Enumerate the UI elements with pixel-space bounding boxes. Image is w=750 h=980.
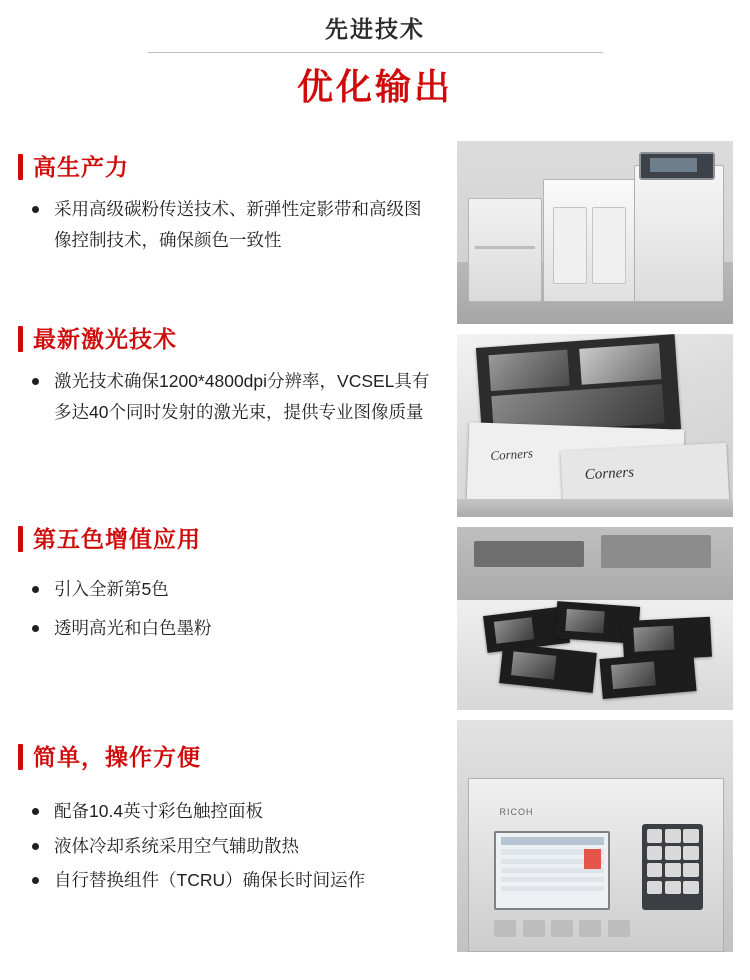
brand-label: RICOH xyxy=(499,806,534,817)
section-heading xyxy=(18,744,438,770)
accent-bar-icon xyxy=(18,526,23,552)
accent-bar-icon xyxy=(18,326,23,352)
control-panel-photo xyxy=(457,720,733,952)
section-easy-operation xyxy=(18,744,438,898)
accent-bar-icon xyxy=(18,744,23,770)
list-item: 配备10.4英寸彩色触控面板 xyxy=(28,796,438,827)
bullet-list xyxy=(18,796,438,896)
header-rule-line xyxy=(148,52,603,53)
printed-photo-sheets-photo xyxy=(457,334,733,517)
page-header xyxy=(0,0,750,106)
list-item: 激光技术确保1200*4800dpi分辨率，VCSEL具有多达40个同时发射的激光束，提供专业图像质量 xyxy=(28,366,438,427)
list-item: 自行替换组件（TCRU）确保长时间运作 xyxy=(28,865,438,896)
page-title: 优化输出 xyxy=(296,65,453,107)
list-item: 透明高光和白色墨粉 xyxy=(28,613,438,644)
output-tray-black-prints-photo xyxy=(457,527,733,710)
section-title: 最新激光技术 xyxy=(33,325,177,352)
section-title: 简单，操作方便 xyxy=(33,743,201,770)
section-laser-technology xyxy=(18,326,438,429)
header-subtitle: 先进技术 xyxy=(325,16,425,42)
section-heading xyxy=(18,526,438,552)
section-heading xyxy=(18,326,438,352)
accent-bar-icon xyxy=(18,154,23,180)
photo-caption-text: Corners xyxy=(584,465,635,484)
list-item: 液体冷却系统采用空气辅助散热 xyxy=(28,831,438,862)
bullet-list xyxy=(18,366,438,427)
list-item: 引入全新第5色 xyxy=(28,574,438,605)
list-item: 采用高级碳粉传送技术、新弹性定影带和高级图像控制技术，确保颜色一致性 xyxy=(28,194,438,255)
bullet-list xyxy=(18,194,438,255)
section-high-productivity xyxy=(18,154,438,257)
section-title: 高生产力 xyxy=(33,153,129,180)
bullet-list xyxy=(18,574,438,643)
photo-caption-text: Corners xyxy=(489,444,533,463)
header-divider xyxy=(0,52,750,53)
section-title: 第五色增值应用 xyxy=(33,525,201,552)
section-heading xyxy=(18,154,438,180)
section-fifth-color xyxy=(18,526,438,645)
printer-production-line-photo xyxy=(457,141,733,324)
